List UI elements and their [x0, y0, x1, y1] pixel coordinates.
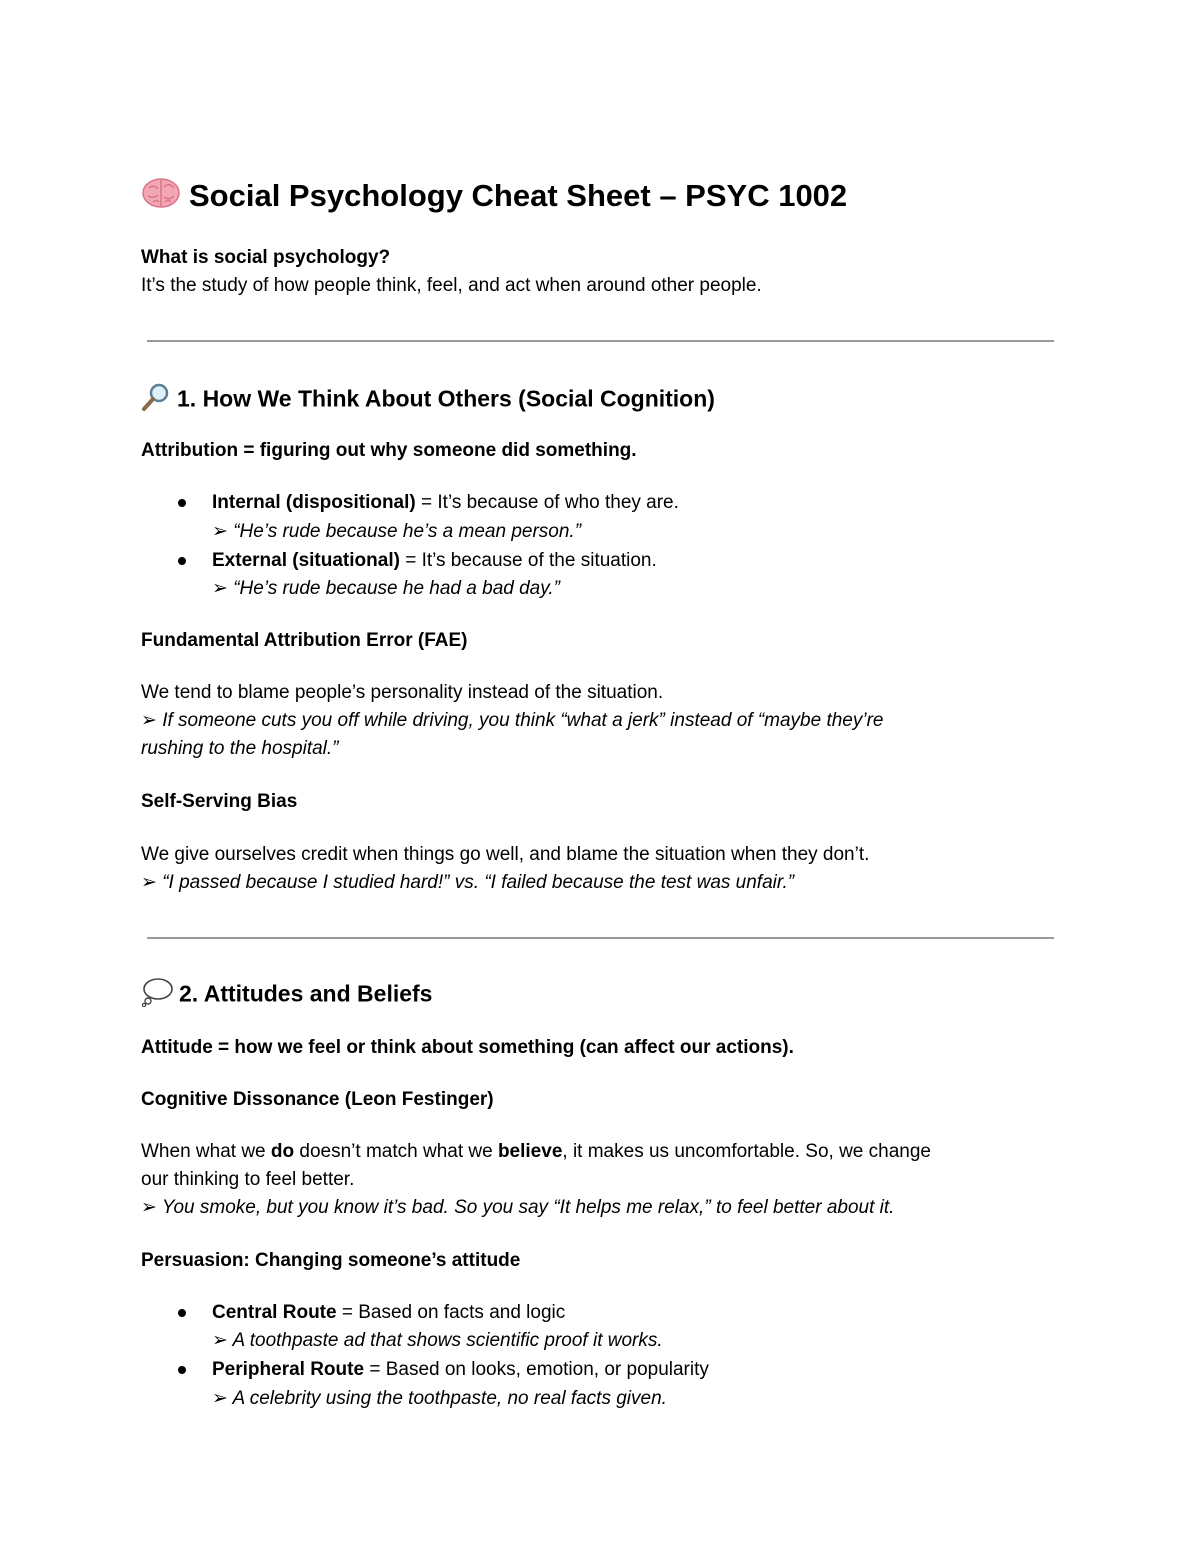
example-text: ➢ You smoke, but you know it’s bad. So you say “It helps me relax,” to feel better about it. [141, 1197, 895, 1218]
page-title-text: Social Psychology Cheat Sheet – PSYC 1002 [189, 178, 848, 214]
bullet-example: ➢ “He’s rude because he had a bad day.” [212, 578, 560, 599]
section-heading [141, 382, 715, 419]
list-item [212, 1356, 709, 1384]
bullet-icon [178, 557, 186, 565]
bullet-icon [178, 1366, 186, 1374]
paragraph: We tend to blame people’s personality instead of the situation. [141, 682, 664, 703]
bullet-definition: = It’s because of the situation. [399, 550, 657, 571]
intro-question: What is social psychology? [141, 247, 391, 268]
bullet-icon [178, 1309, 186, 1317]
text-run: When what we [141, 1141, 271, 1162]
magnifying-glass-icon [141, 382, 171, 419]
bullet-definition: = Based on facts and logic [336, 1302, 566, 1323]
bullet-term: Internal (dispositional) [212, 492, 416, 513]
attitude-definition: Attitude = how we feel or think about something (can affect our actions). [141, 1037, 794, 1058]
paragraph: We give ourselves credit when things go well, and blame the situation when they don’t. [141, 844, 870, 865]
text-run-bold: do [270, 1141, 295, 1162]
list-item [212, 489, 679, 517]
section-heading-text: 2. Attitudes and Beliefs [179, 980, 433, 1007]
brain-icon [141, 176, 181, 220]
subheading: Fundamental Attribution Error (FAE) [141, 630, 468, 651]
list-item [212, 547, 657, 575]
paragraph [141, 1138, 931, 1166]
subheading: Self-Serving Bias [141, 791, 298, 812]
page-title [141, 176, 847, 220]
thought-bubble-icon [141, 977, 173, 1014]
bullet-icon [178, 499, 186, 507]
bullet-example: ➢ A toothpaste ad that shows scientific proof it works. [212, 1330, 663, 1351]
subheading: Cognitive Dissonance (Leon Festinger) [141, 1089, 494, 1110]
example-text: ➢ “I passed because I studied hard!” vs. “I failed because the test was unfair.” [141, 872, 795, 893]
bullet-definition: = It’s because of who they are. [415, 492, 679, 513]
divider [147, 937, 1054, 939]
list-item [212, 1299, 565, 1327]
bullet-term: Central Route [212, 1302, 337, 1323]
text-run: , it makes us uncomfortable. So, we change [562, 1141, 931, 1162]
bullet-example: ➢ “He’s rude because he’s a mean person.” [212, 521, 582, 542]
bullet-term: Peripheral Route [212, 1359, 365, 1380]
section-heading-text: 1. How We Think About Others (Social Cognition) [177, 385, 715, 412]
text-run-bold: believe [497, 1141, 563, 1162]
intro-answer: It’s the study of how people think, feel, and act when around other people. [141, 275, 762, 296]
subheading: Persuasion: Changing someone’s attitude [141, 1250, 521, 1271]
bullet-term: External (situational) [212, 550, 400, 571]
section-heading [141, 977, 432, 1014]
example-text: ➢ If someone cuts you off while driving, you think “what a jerk” instead of “maybe they’re [141, 710, 884, 731]
divider [147, 340, 1054, 342]
attribution-definition: Attribution = figuring out why someone did something. [141, 440, 637, 461]
bullet-definition: = Based on looks, emotion, or popularity [364, 1359, 709, 1380]
example-text: rushing to the hospital.” [141, 738, 339, 759]
bullet-example: ➢ A celebrity using the toothpaste, no real facts given. [212, 1388, 667, 1409]
text-run: doesn’t match what we [294, 1141, 498, 1162]
paragraph: our thinking to feel better. [141, 1169, 355, 1190]
